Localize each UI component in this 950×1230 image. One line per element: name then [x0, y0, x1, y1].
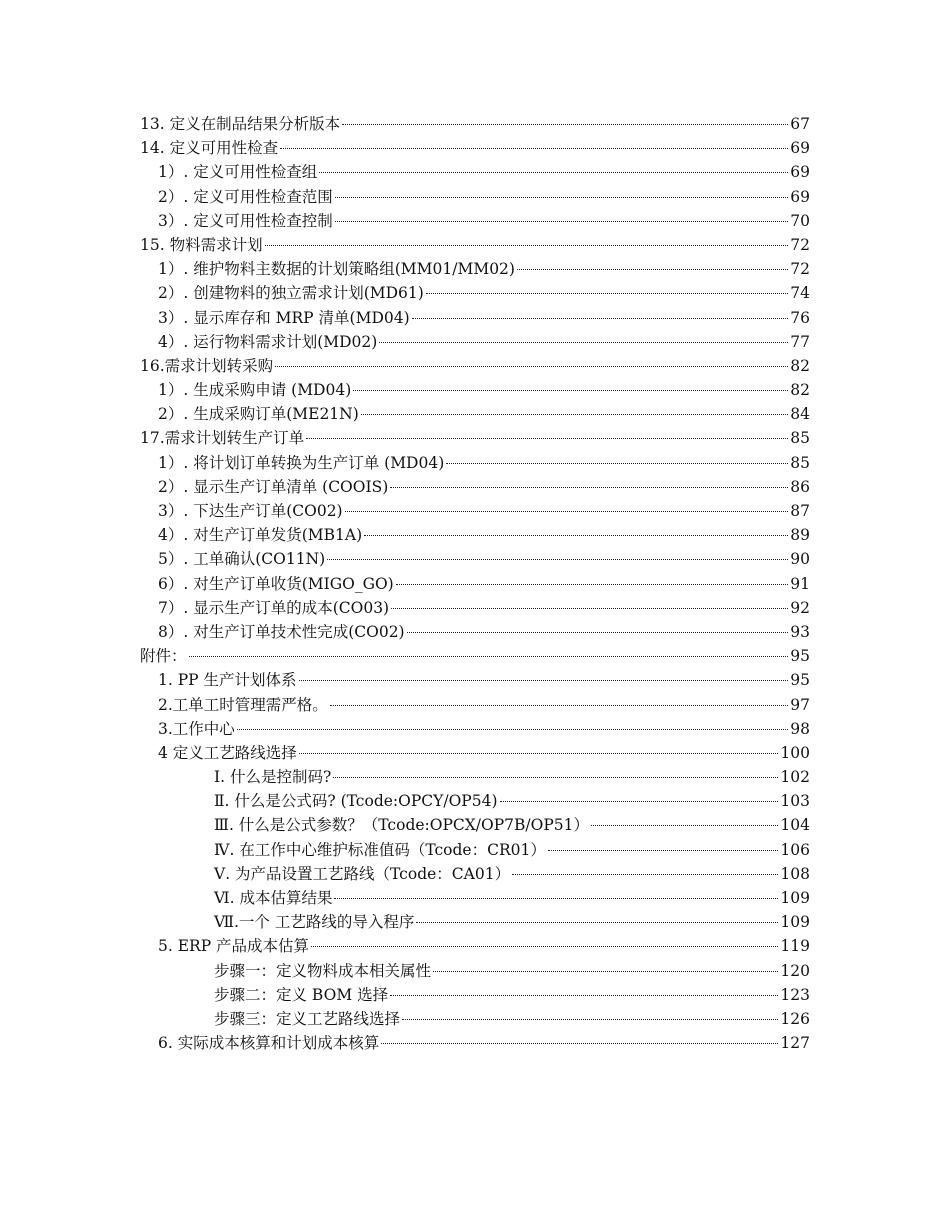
- toc-entry-title: 1）. 将计划订单转换为生产订单 (MD04): [158, 453, 445, 472]
- toc-dot-leader: [306, 438, 788, 439]
- toc-entry-title: Ⅰ. 什么是控制码?: [214, 768, 332, 787]
- toc-entry-title: 7）. 显示生产订单的成本(CO03): [158, 598, 390, 617]
- toc-dot-leader: [353, 390, 788, 391]
- toc-entry[interactable]: [140, 596, 810, 620]
- toc-entry-title: 3）. 下达生产订单(CO02): [158, 502, 343, 520]
- toc-entry[interactable]: [140, 475, 810, 499]
- toc-page-number: 85: [790, 453, 810, 472]
- toc-page-number: 93: [790, 622, 810, 641]
- toc-entry[interactable]: [140, 209, 810, 233]
- toc-entry[interactable]: [140, 233, 810, 257]
- toc-dot-leader: [189, 656, 789, 657]
- toc-entry-title: Ⅲ. 什么是公式参数？（Tcode:OPCX/OP7B/OP51）: [214, 816, 589, 835]
- toc-entry-title: 2.工单工时管理需严格。: [158, 695, 328, 714]
- toc-dot-leader: [407, 632, 789, 633]
- toc-entry-title: 1）. 定义可用性检查组: [158, 163, 318, 182]
- toc-page-number: 127: [780, 1034, 810, 1053]
- toc-dot-leader: [390, 995, 778, 996]
- toc-dot-leader: [391, 608, 788, 609]
- toc-entry-title: 6. 实际成本核算和计划成本核算: [158, 1034, 380, 1053]
- toc-dot-leader: [275, 366, 788, 367]
- toc-entry-title: 1）. 维护物料主数据的计划策略组(MM01/MM02): [158, 260, 515, 279]
- toc-page-number: 69: [790, 139, 810, 158]
- toc-page-number: 69: [790, 187, 810, 206]
- toc-entry[interactable]: [140, 572, 810, 596]
- toc-entry-title: 1）. 生成采购申请 (MD04): [158, 381, 352, 400]
- toc-entry-title: Ⅶ.一个 工艺路线的导入程序: [214, 913, 415, 932]
- toc-page-number: 89: [790, 526, 810, 545]
- toc-dot-leader: [311, 946, 778, 947]
- toc-entry-title: 步骤二：定义 BOM 选择: [214, 985, 389, 1004]
- toc-dot-leader: [379, 342, 788, 343]
- toc-entry[interactable]: [140, 281, 810, 305]
- toc-dot-leader: [265, 245, 789, 246]
- toc-entry[interactable]: [140, 426, 810, 450]
- toc-entry[interactable]: [140, 499, 810, 523]
- toc-dot-leader: [433, 971, 778, 972]
- toc-entry-title: 1. PP 生产计划体系: [158, 671, 297, 690]
- toc-dot-leader: [299, 680, 789, 681]
- toc-entry[interactable]: [140, 959, 810, 983]
- toc-entry[interactable]: [140, 306, 810, 330]
- toc-entry[interactable]: [140, 330, 810, 354]
- toc-page-number: 74: [790, 284, 810, 303]
- toc-entry-title: 6）. 对生产订单收货(MIGO_GO): [158, 574, 394, 593]
- toc-entry-title: 4 定义工艺路线选择: [158, 743, 297, 762]
- toc-dot-leader: [402, 1019, 778, 1020]
- toc-entry-title: 5）. 工单确认(CO11N): [158, 550, 326, 569]
- toc-entry-title: Ⅳ. 在工作中心维护标准值码（Tcode：CR01）: [214, 840, 546, 859]
- toc-dot-leader: [446, 463, 788, 464]
- toc-page-number: 95: [790, 671, 810, 690]
- toc-entry[interactable]: [140, 862, 810, 886]
- toc-dot-leader: [512, 874, 778, 875]
- toc-page-number: 90: [790, 550, 810, 569]
- toc-entry[interactable]: [140, 402, 810, 426]
- toc-entry[interactable]: [140, 378, 810, 402]
- toc-entry[interactable]: [140, 160, 810, 184]
- toc-dot-leader: [426, 293, 788, 294]
- toc-dot-leader: [591, 825, 778, 826]
- toc-dot-leader: [396, 584, 789, 585]
- toc-page-number: 104: [780, 816, 810, 835]
- toc-page-number: 98: [790, 719, 810, 738]
- toc-entry-title: 2）. 定义可用性检查范围: [158, 187, 333, 206]
- toc-dot-leader: [335, 197, 789, 198]
- toc-page-number: 82: [790, 356, 810, 375]
- toc-dot-leader: [280, 148, 788, 149]
- toc-entry[interactable]: [140, 136, 810, 160]
- toc-entry[interactable]: [140, 765, 810, 789]
- toc-dot-leader: [237, 729, 788, 730]
- toc-entry[interactable]: [140, 1007, 810, 1031]
- toc-page-number: 76: [790, 308, 810, 327]
- toc-dot-leader: [381, 1043, 778, 1044]
- toc-entry[interactable]: [140, 185, 810, 209]
- toc-entry-title: 2）. 创建物料的独立需求计划(MD61): [158, 284, 424, 303]
- toc-page-number: 119: [780, 937, 810, 956]
- toc-entry[interactable]: [140, 741, 810, 765]
- toc-entry-title: 步骤三：定义工艺路线选择: [214, 1009, 401, 1028]
- toc-entry-title: 16.需求计划转采购: [140, 356, 274, 375]
- toc-page-number: 84: [790, 405, 810, 424]
- toc-dot-leader: [299, 753, 779, 754]
- toc-entry[interactable]: [140, 354, 810, 378]
- toc-page-number: 92: [790, 598, 810, 617]
- toc-dot-leader: [416, 922, 778, 923]
- toc-entry[interactable]: [140, 789, 810, 813]
- toc-entry[interactable]: [140, 523, 810, 547]
- toc-page-number: 120: [780, 961, 810, 980]
- toc-entry-title: 14. 定义可用性检查: [140, 139, 279, 158]
- toc-dot-leader: [342, 124, 788, 125]
- toc-entry[interactable]: [140, 257, 810, 281]
- toc-dot-leader: [345, 511, 789, 512]
- toc-entry-title: 8）. 对生产订单技术性完成(CO02): [158, 622, 405, 641]
- toc-page-number: 72: [790, 260, 810, 279]
- toc-page-number: 97: [790, 695, 810, 714]
- toc-entry-title: 17.需求计划转生产订单: [140, 429, 305, 448]
- toc-page-number: 100: [780, 743, 810, 762]
- toc-entry[interactable]: [140, 668, 810, 692]
- toc-page-number: 109: [780, 913, 810, 932]
- toc-page-number: 87: [790, 502, 810, 520]
- toc-page-number: 126: [780, 1009, 810, 1028]
- toc-entry-title: 3）. 定义可用性检查控制: [158, 211, 333, 230]
- toc-entry[interactable]: [140, 983, 810, 1007]
- toc-entry[interactable]: [140, 813, 810, 837]
- toc-dot-leader: [330, 705, 788, 706]
- toc-dot-leader: [412, 318, 789, 319]
- toc-entry[interactable]: [140, 693, 810, 717]
- toc-dot-leader: [500, 801, 779, 802]
- toc-entry-title: 2）. 生成采购订单(ME21N): [158, 405, 359, 424]
- toc-page-number: 108: [780, 864, 810, 883]
- toc-entry[interactable]: [140, 838, 810, 862]
- toc-entry-title: 步骤一：定义物料成本相关属性: [214, 961, 432, 980]
- toc-page-number: 82: [790, 381, 810, 400]
- toc-entry[interactable]: [140, 934, 810, 958]
- toc-entry[interactable]: [140, 1031, 810, 1055]
- toc-entry-title: 13. 定义在制品结果分析版本: [140, 115, 341, 133]
- toc-dot-leader: [548, 850, 779, 851]
- toc-page-number: 69: [790, 163, 810, 182]
- toc-entry[interactable]: [140, 644, 810, 668]
- toc-dot-leader: [335, 221, 789, 222]
- toc-entry[interactable]: [140, 112, 810, 136]
- toc-page-number: 95: [790, 647, 810, 666]
- toc-entry[interactable]: [140, 451, 810, 475]
- toc-entry[interactable]: [140, 717, 810, 741]
- toc-page-number: 106: [780, 840, 810, 859]
- toc-dot-leader: [319, 172, 788, 173]
- toc-dot-leader: [390, 487, 788, 488]
- toc-dot-leader: [361, 414, 788, 415]
- toc-entry-title: 15. 物料需求计划: [140, 235, 263, 254]
- toc-entry[interactable]: [140, 620, 810, 644]
- toc-entry-title: 2）. 显示生产订单清单 (COOIS): [158, 477, 389, 496]
- toc-entry[interactable]: [140, 547, 810, 571]
- toc-dot-leader: [517, 269, 788, 270]
- toc-entry-title: 4）. 对生产订单发货(MB1A): [158, 526, 363, 545]
- toc-entry[interactable]: [140, 886, 810, 910]
- toc-dot-leader: [333, 777, 778, 778]
- toc-page-number: 103: [780, 792, 810, 811]
- toc-page-number: 91: [790, 574, 810, 593]
- toc-page-number: 77: [790, 332, 810, 351]
- toc-entry-title: 附件：: [140, 647, 187, 666]
- toc-page-number: 85: [790, 429, 810, 448]
- toc-page-number: 109: [780, 889, 810, 907]
- toc-entry-title: 5. ERP 产品成本估算: [158, 937, 310, 956]
- toc-page-number: 70: [790, 211, 810, 230]
- toc-entry-title: Ⅵ. 成本估算结果: [214, 889, 333, 907]
- table-of-contents: [140, 112, 810, 1055]
- toc-dot-leader: [327, 559, 788, 560]
- toc-entry-title: 3）. 显示库存和 MRP 清单(MD04): [158, 308, 410, 327]
- toc-page-number: 86: [790, 477, 810, 496]
- toc-dot-leader: [364, 535, 788, 536]
- toc-entry-title: 3.工作中心: [158, 719, 235, 738]
- toc-entry-title: Ⅱ. 什么是公式码? (Tcode:OPCY/OP54): [214, 792, 498, 811]
- toc-entry-title: 4）. 运行物料需求计划(MD02): [158, 332, 378, 351]
- toc-entry-title: Ⅴ. 为产品设置工艺路线（Tcode：CA01）: [214, 864, 511, 883]
- toc-page-number: 72: [790, 235, 810, 254]
- toc-page-number: 102: [780, 768, 810, 787]
- toc-page-number: 123: [780, 985, 810, 1004]
- toc-entry[interactable]: [140, 910, 810, 934]
- toc-dot-leader: [334, 898, 778, 899]
- toc-page-number: 67: [790, 115, 810, 133]
